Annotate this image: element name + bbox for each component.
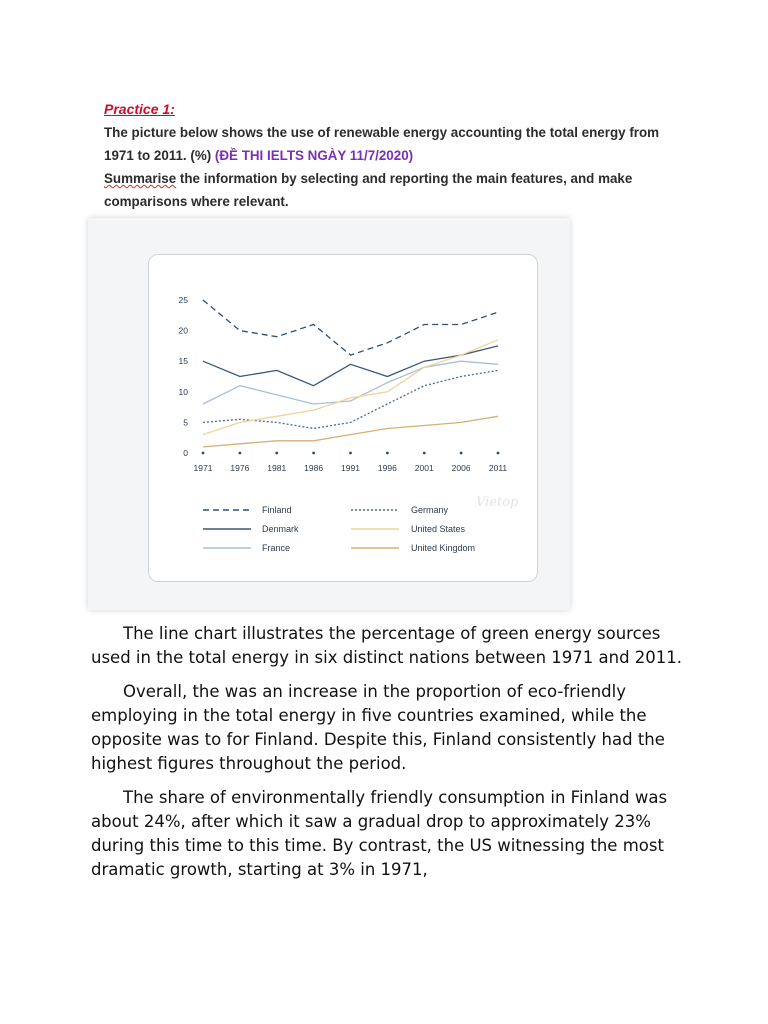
essay-paragraph-3: The share of environmentally friendly consumption in Finland was about 24%, after which it saw a gradual drop to approximately 23% during this time to this time. By contrast, the US witnessing the most dramatic growth, starting at 3% in 1971, xyxy=(91,788,668,879)
essay-paragraph-1: The line chart illustrates the percentage of green energy sources used in the total energy in six distinct nations between 1971 and 2011. xyxy=(91,624,683,667)
x-tick-label: 1991 xyxy=(341,463,360,473)
y-tick-label: 15 xyxy=(178,356,188,367)
x-tick-label: 2001 xyxy=(414,463,434,473)
legend-label: Germany xyxy=(411,505,449,515)
y-tick-label: 5 xyxy=(183,417,188,428)
x-tick-dot xyxy=(238,452,241,455)
x-tick-dot xyxy=(460,452,463,455)
legend-label: United Kingdom xyxy=(411,543,476,553)
series-line-germany xyxy=(203,370,498,428)
x-tick-label: 2011 xyxy=(488,463,508,473)
series-line-denmark xyxy=(203,346,498,386)
watermark: Vietop xyxy=(476,495,519,510)
x-tick-dot xyxy=(497,452,500,455)
x-tick-label: 1986 xyxy=(304,463,324,473)
x-tick-dot xyxy=(349,452,352,455)
y-tick-label: 25 xyxy=(178,295,188,305)
instruction-rest: the information by selecting and reporting the main features, and make comparisons where relevant. xyxy=(104,171,633,209)
x-tick-label: 1971 xyxy=(193,463,213,473)
x-tick-label: 1996 xyxy=(377,463,397,473)
legend-label: United States xyxy=(411,524,466,534)
essay-body xyxy=(91,622,683,892)
chart-image xyxy=(88,218,570,610)
task-line-2: 1971 to 2011. (%) xyxy=(104,148,215,163)
x-tick-label: 1976 xyxy=(230,463,250,473)
task-line-1: The picture below shows the use of renewable energy accounting the total energy from xyxy=(104,125,660,140)
legend-label: Finland xyxy=(262,505,292,515)
practice-title: Practice 1: xyxy=(104,101,175,117)
task-description xyxy=(104,125,659,163)
exercise-header xyxy=(104,98,670,213)
x-tick-dot xyxy=(275,452,278,455)
legend-label: France xyxy=(262,543,291,553)
series-line-finland xyxy=(203,300,498,355)
task-instruction xyxy=(104,171,632,209)
x-tick-label: 2006 xyxy=(451,463,471,473)
x-tick-dot xyxy=(386,452,389,455)
x-tick-dot xyxy=(312,452,315,455)
y-tick-label: 20 xyxy=(178,325,188,336)
summarise-word: Summarise xyxy=(104,171,177,186)
x-tick-dot xyxy=(423,452,426,455)
y-tick-label: 0 xyxy=(183,448,188,458)
essay-paragraph-2: Overall, the was an increase in the proportion of eco-friendly employing in the total energy in five countries examined, while the opposite was to for Finland. Despite this, Finland consistently had the highest figures throughout the period. xyxy=(91,682,665,773)
exam-tag: (ĐỀ THI IELTS NGÀY 11/7/2020) xyxy=(214,148,414,163)
legend-label: Denmark xyxy=(262,524,299,534)
x-tick-label: 1981 xyxy=(267,463,287,473)
x-tick-dot xyxy=(202,452,205,455)
line-chart xyxy=(88,218,570,610)
y-tick-label: 10 xyxy=(178,386,188,397)
